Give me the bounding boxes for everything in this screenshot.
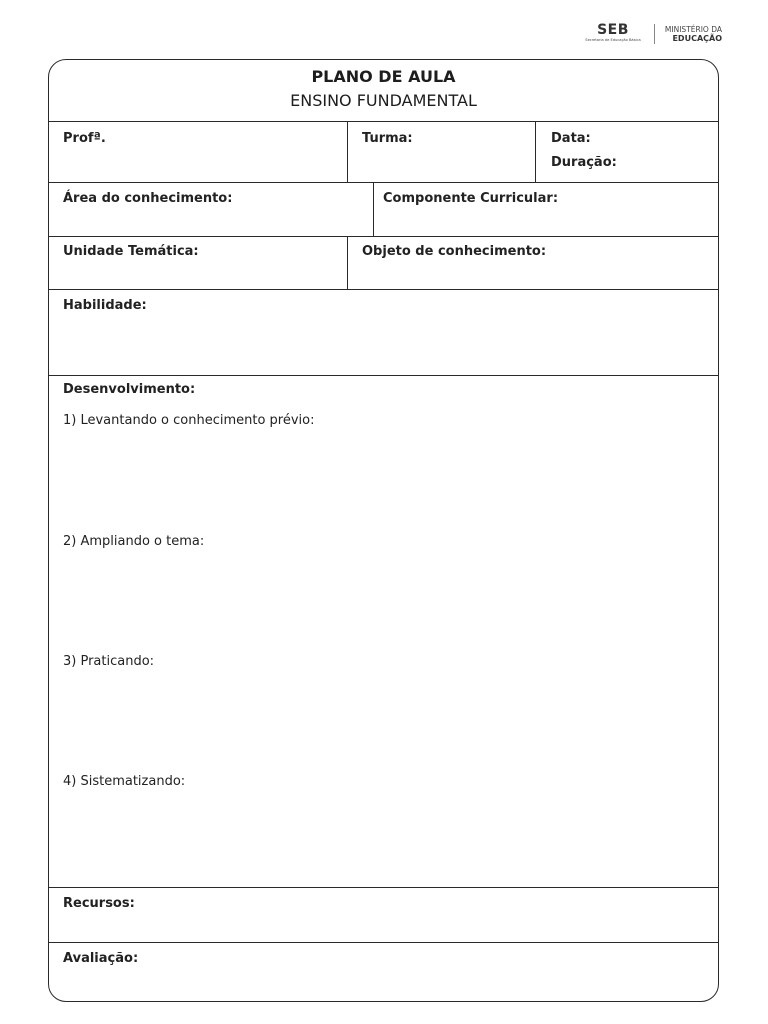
- form-subtitle: ENSINO FUNDAMENTAL: [290, 91, 477, 110]
- divider-line: [49, 182, 718, 183]
- divider-line: [49, 121, 718, 122]
- prof-label: Profª.: [63, 131, 106, 146]
- componente-label: Componente Curricular:: [383, 191, 559, 206]
- form-title: PLANO DE AULA: [311, 67, 456, 86]
- desenvolvimento-label: Desenvolvimento:: [63, 382, 196, 397]
- divider-line: [535, 121, 536, 183]
- header-logos: [560, 22, 740, 48]
- duracao-label: Duração:: [551, 155, 617, 170]
- seb-logo-fullname: Secretaria de Educação Básica: [585, 38, 641, 42]
- divider-line: [347, 236, 348, 289]
- divider-line: [373, 182, 374, 236]
- ministry-logo-line1: MINISTÉRIO DA: [664, 25, 722, 34]
- step-1-label: 1) Levantando o conhecimento prévio:: [63, 413, 315, 428]
- avaliacao-label: Avaliação:: [63, 951, 139, 966]
- logo-divider: [654, 24, 655, 44]
- step-4-label: 4) Sistematizando:: [63, 774, 186, 789]
- lesson-plan-form: [48, 59, 719, 1002]
- turma-label: Turma:: [362, 131, 413, 146]
- seb-logo: [580, 22, 646, 43]
- divider-line: [49, 887, 718, 888]
- objeto-label: Objeto de conhecimento:: [362, 244, 547, 259]
- step-2-label: 2) Ampliando o tema:: [63, 534, 205, 549]
- area-label: Área do conhecimento:: [63, 191, 233, 206]
- data-label: Data:: [551, 131, 591, 146]
- seb-logo-name: SEB: [597, 22, 629, 38]
- divider-line: [49, 375, 718, 376]
- divider-line: [49, 236, 718, 237]
- unidade-label: Unidade Temática:: [63, 244, 199, 259]
- habilidade-label: Habilidade:: [63, 298, 147, 313]
- step-3-label: 3) Praticando:: [63, 654, 155, 669]
- recursos-label: Recursos:: [63, 896, 135, 911]
- divider-line: [49, 289, 718, 290]
- ministry-logo-line2: EDUCAÇÃO: [672, 34, 722, 43]
- divider-line: [347, 121, 348, 183]
- ministry-logo: [658, 25, 722, 43]
- divider-line: [49, 942, 718, 943]
